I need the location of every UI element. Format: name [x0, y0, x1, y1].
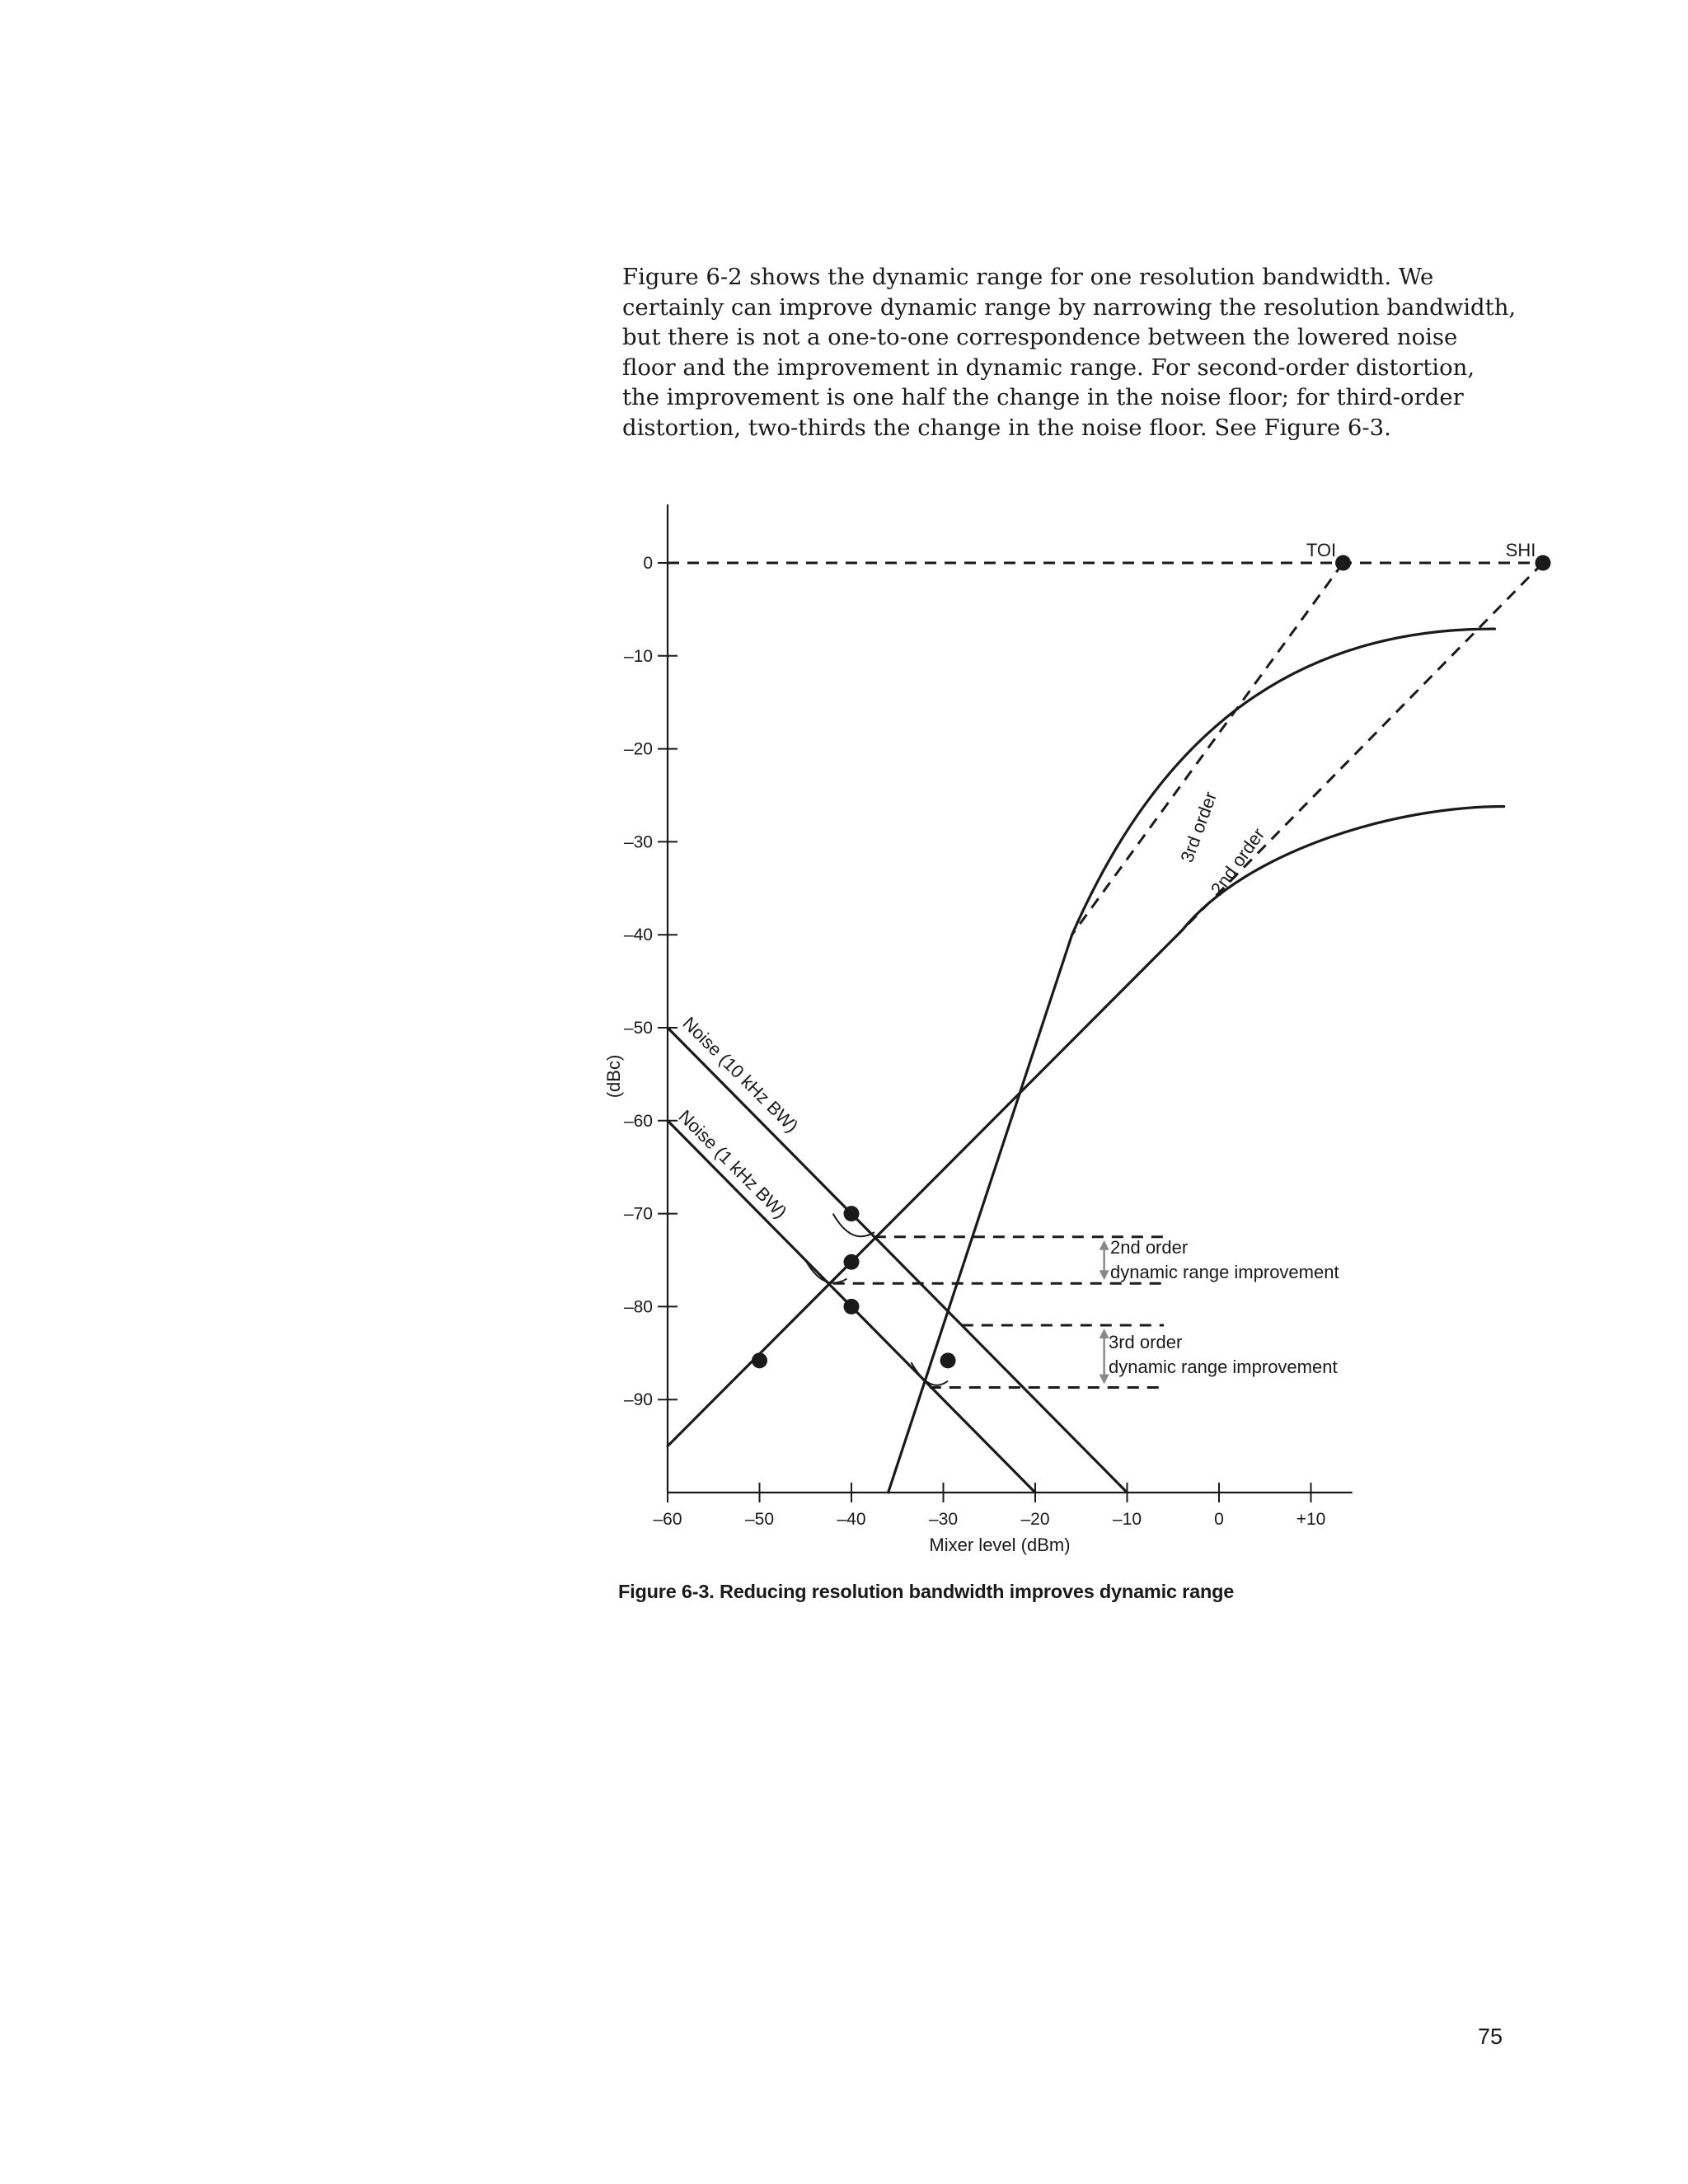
intersection-marker	[752, 1352, 767, 1368]
noise-1khz-label: Noise (1 kHz BW)	[674, 1105, 791, 1223]
third-order-improvement-arrow	[1100, 1329, 1109, 1385]
second-order-improvement-line1: 2nd order	[1110, 1237, 1189, 1258]
y-tick-label: –70	[623, 1204, 653, 1224]
paragraph-line: certainly can improve dynamic range by narrowing the resolution bandwidth,	[622, 293, 1517, 321]
intersection-marker	[844, 1206, 860, 1221]
y-tick-label: –20	[623, 739, 653, 759]
page-number: 75	[1478, 2024, 1503, 2049]
y-tick-label: –30	[623, 832, 653, 852]
paragraph-line: but there is not a one-to-one correspondence between the lowered noise	[622, 324, 1458, 350]
shi-label: SHI	[1505, 540, 1536, 560]
y-tick-label: –10	[623, 646, 653, 666]
x-tick-label: –40	[837, 1510, 866, 1529]
second-order-improvement-arrow	[1100, 1240, 1109, 1280]
second-order-improvement-line2: dynamic range improvement	[1110, 1262, 1339, 1282]
arrow-head-up	[1100, 1240, 1109, 1250]
intersection-marker	[844, 1299, 860, 1315]
third-order-label: 3rd order	[1176, 789, 1221, 865]
chart-improvement-arrows	[1100, 1240, 1109, 1385]
x-tick-label: –10	[1112, 1510, 1142, 1529]
y-tick-label: –80	[623, 1297, 653, 1317]
y-tick-label: –90	[623, 1390, 653, 1410]
y-axis-label: (dBc)	[603, 1054, 624, 1099]
toi-label: TOI	[1306, 540, 1337, 560]
y-tick-label: –60	[623, 1111, 653, 1131]
paragraph-line: floor and the improvement in dynamic range. For second-order distortion,	[622, 354, 1475, 381]
third-order-improvement-line2: dynamic range improvement	[1109, 1357, 1338, 1377]
x-tick-label: –60	[653, 1510, 682, 1529]
chart-curves	[668, 629, 1504, 1493]
third-order-improvement-label	[1109, 1332, 1338, 1377]
x-axis-label: Mixer level (dBm)	[929, 1535, 1071, 1555]
intersection-marker	[940, 1352, 956, 1368]
third-order-improvement-line1: 3rd order	[1109, 1332, 1183, 1352]
second-order-improvement-label	[1110, 1237, 1339, 1282]
y-tick-label: –50	[623, 1019, 653, 1038]
paragraph-line: Figure 6-2 shows the dynamic range for one resolution bandwidth. We	[622, 264, 1434, 290]
y-tick-label: 0	[643, 554, 653, 573]
y-tick-label: –40	[623, 926, 653, 945]
noise-10khz-label: Noise (10 kHz BW)	[678, 1012, 803, 1137]
noise-10khz-line	[668, 1028, 1128, 1493]
paragraph-line: distortion, two-thirds the change in the noise floor. See Figure 6-3.	[622, 414, 1391, 441]
chart-dashed-lines	[668, 563, 1543, 1388]
toi-marker	[1335, 555, 1351, 571]
arrow-head-down	[1100, 1270, 1109, 1280]
arrow-head-up	[1100, 1329, 1109, 1338]
x-tick-label: +10	[1296, 1510, 1326, 1529]
x-tick-label: 0	[1214, 1510, 1224, 1529]
paragraph-line: the improvement is one half the change in the noise floor; for third-order	[622, 384, 1464, 410]
x-tick-label: –20	[1020, 1510, 1050, 1529]
intersection-marker	[844, 1254, 860, 1270]
arrow-head-down	[1100, 1375, 1109, 1385]
second-order-label: 2nd order	[1206, 824, 1269, 899]
figure-caption: Figure 6-3. Reducing resolution bandwidth improves dynamic range	[618, 1581, 1235, 1602]
third-order-extrapolation-line	[1072, 563, 1343, 935]
x-tick-label: –50	[744, 1510, 775, 1529]
shi-marker	[1536, 555, 1551, 571]
x-tick-label: –30	[928, 1510, 959, 1529]
third-order-saturation-curve	[1072, 629, 1495, 935]
